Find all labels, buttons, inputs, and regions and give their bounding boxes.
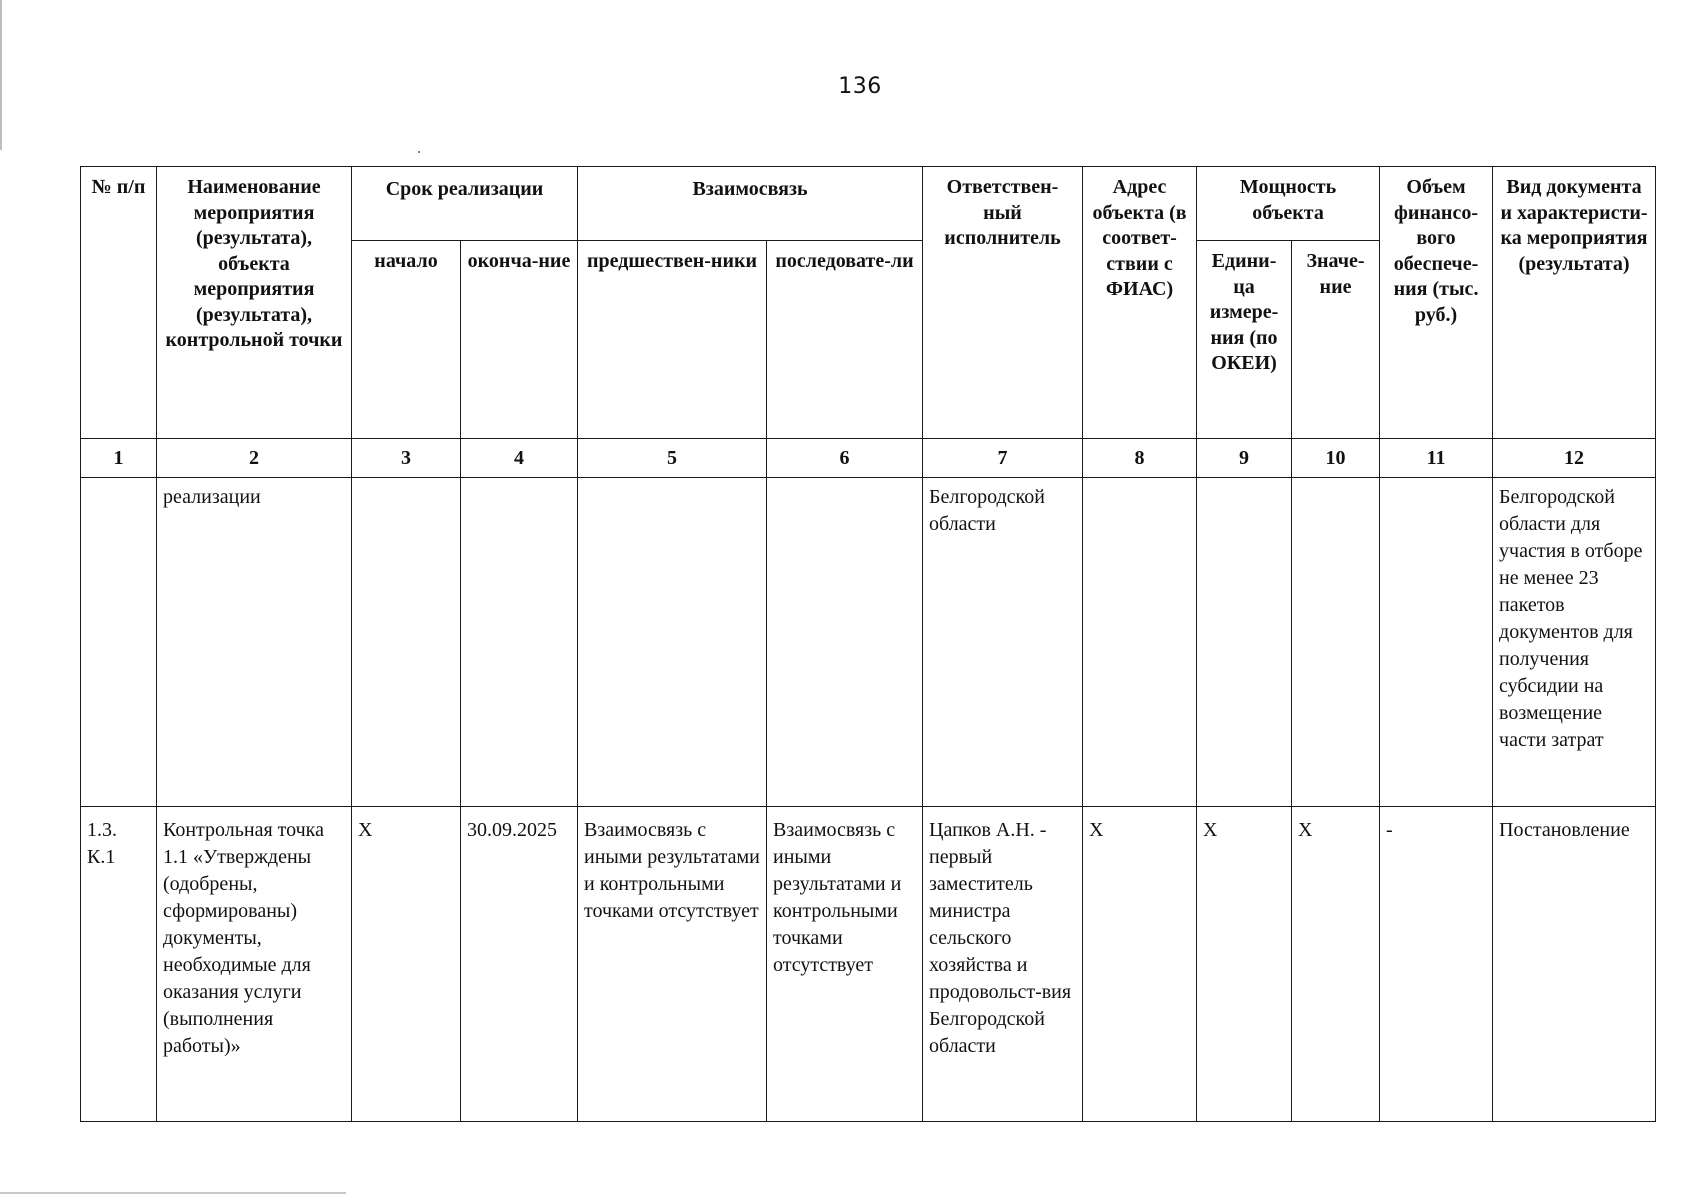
table-row [81,478,1656,807]
column-number: 9 [1197,439,1292,478]
column-number: 2 [157,439,352,478]
header-finance: Объем финансо-вого обеспече-ния (тыс. руб.) [1380,167,1493,439]
cell-prev [578,478,767,807]
cell-finance: - [1380,807,1493,1122]
cell-num: 1.3. К.1 [81,807,157,1122]
plan-table [80,166,1656,1122]
cell-start [352,478,461,807]
column-number: 3 [352,439,461,478]
cell-prev: Взаимосвязь с иными результатами и контрольными точками отсутствует [578,807,767,1122]
column-number: 5 [578,439,767,478]
scan-bottom-line [0,1192,346,1194]
cell-next [767,478,923,807]
header-link-prev: предшествен-ники [578,241,767,439]
cell-next: Взаимосвязь с иными результатами и контрольными точками отсутствует [767,807,923,1122]
column-number: 11 [1380,439,1493,478]
column-number: 12 [1493,439,1656,478]
cell-value [1292,478,1380,807]
column-number: 10 [1292,439,1380,478]
cell-address [1083,478,1197,807]
header-capacity: Мощность объекта [1197,167,1380,241]
cell-unit: X [1197,807,1292,1122]
cell-doc: Постановление [1493,807,1656,1122]
header-name: Наименование мероприятия (результата), объекта мероприятия (результата), контрольной точки [157,167,352,439]
header-num: № п/п [81,167,157,439]
column-number: 6 [767,439,923,478]
column-number-row [81,439,1656,478]
cell-name: Контрольная точка 1.1 «Утверждены (одобрены, сформированы) документы, необходимые для оказания услуги (выполнения работы)» [157,807,352,1122]
cell-value: X [1292,807,1380,1122]
column-number: 1 [81,439,157,478]
header-term: Срок реализации [352,167,578,241]
cell-finance [1380,478,1493,807]
cell-address: X [1083,807,1197,1122]
header-responsible: Ответствен-ный исполнитель [923,167,1083,439]
column-number: 8 [1083,439,1197,478]
header-link-next: последовате-ли [767,241,923,439]
cell-responsible: Цапков А.Н. - первый заместитель министра сельского хозяйства и продовольст-вия Белгородской области [923,807,1083,1122]
column-number: 4 [461,439,578,478]
header-address: Адрес объекта (в соответ-ствии с ФИАС) [1083,167,1197,439]
header-term-end: оконча-ние [461,241,578,439]
header-row-1 [81,167,1656,241]
cell-responsible: Белгородской области [923,478,1083,807]
cell-start: X [352,807,461,1122]
table-row [81,807,1656,1122]
header-doc: Вид документа и характеристи-ка мероприятия (результата) [1493,167,1656,439]
cell-end: 30.09.2025 [461,807,578,1122]
cell-unit [1197,478,1292,807]
cell-doc: Белгородской области для участия в отборе не менее 23 пакетов документов для получения субсидии на возмещение части затрат [1493,478,1656,807]
cell-end [461,478,578,807]
cell-num [81,478,157,807]
cell-name: реализации [157,478,352,807]
header-link: Взаимосвязь [578,167,923,241]
scan-speck [418,151,420,153]
column-number: 7 [923,439,1083,478]
header-term-start: начало [352,241,461,439]
header-capacity-unit: Едини-ца измере-ния (по ОКЕИ) [1197,241,1292,439]
header-capacity-value: Значе-ние [1292,241,1380,439]
page-number: 136 [838,74,882,99]
